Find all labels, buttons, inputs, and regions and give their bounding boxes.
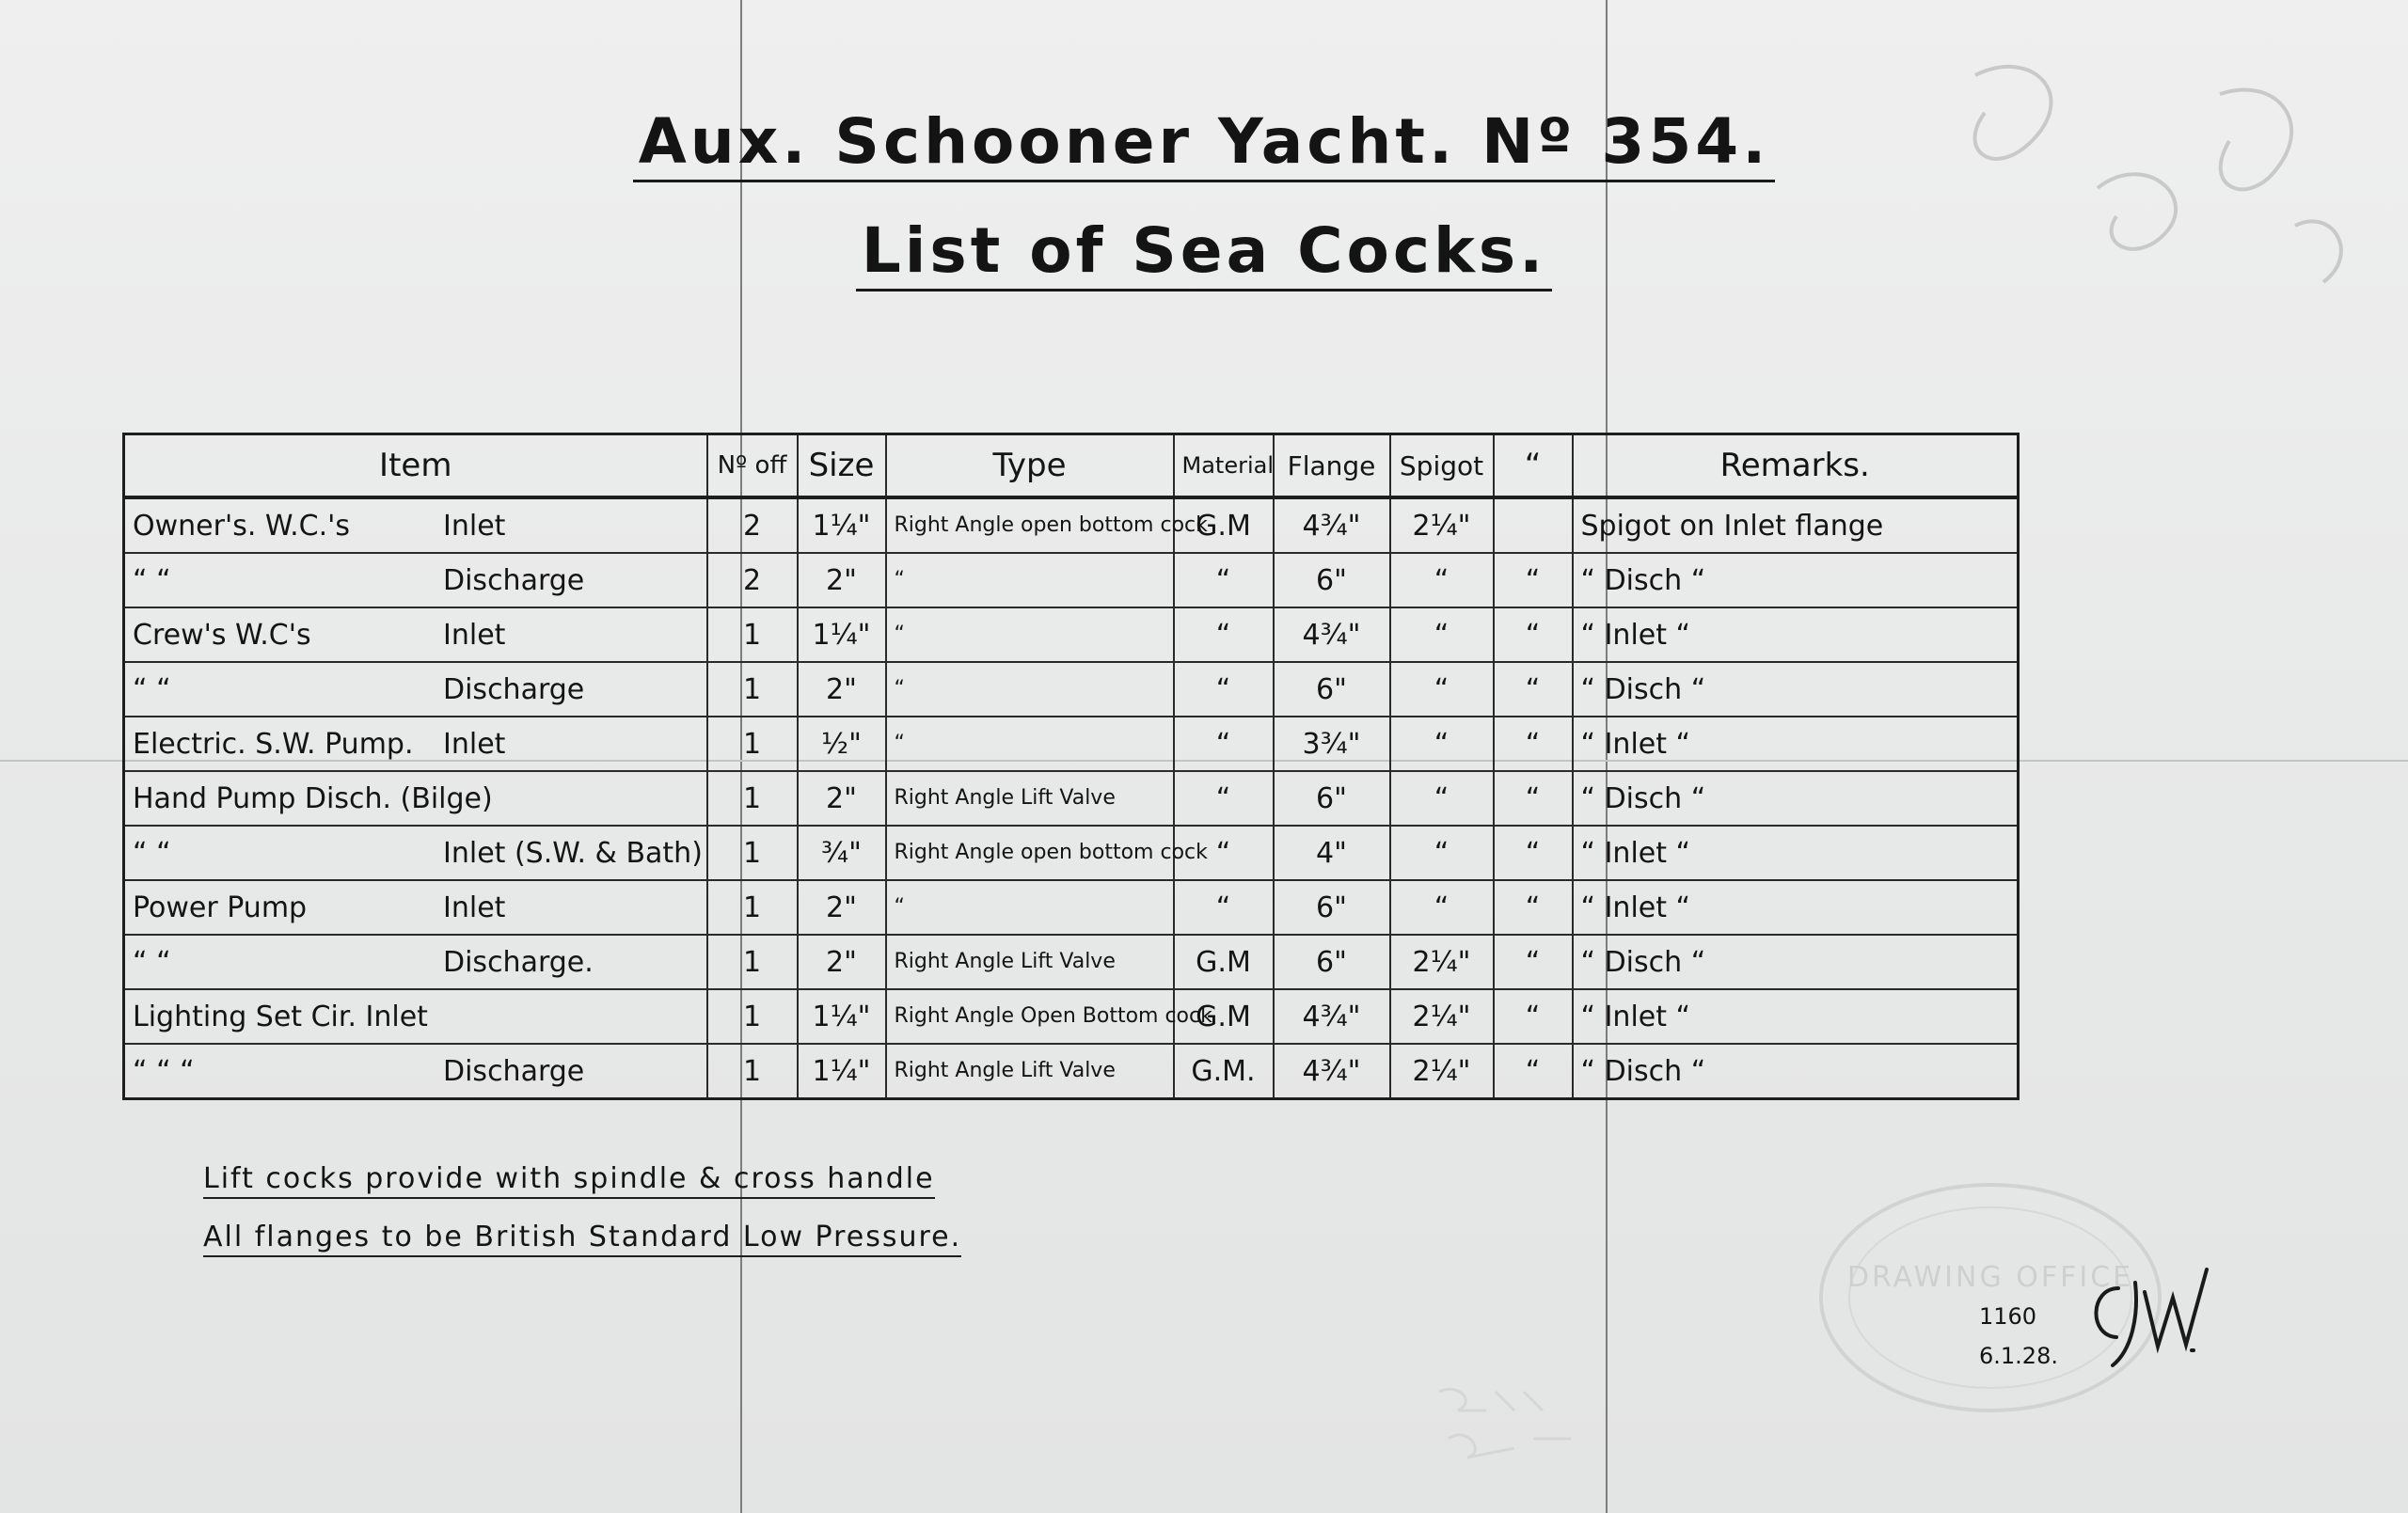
note-flanges-standard: All flanges to be British Standard Low Pressure. [203,1221,961,1257]
item-name: Owner's. W.C.'s [133,509,351,543]
table-row [124,989,2019,1044]
cell-remarks: “ Disch “ [1573,1044,2019,1099]
table-row [124,607,2019,662]
cell-spigot: “ [1390,662,1494,717]
item-name: “ “ [133,672,171,706]
cell-item [124,662,707,717]
cell-remarks: “ Inlet “ [1573,717,2019,771]
header-material: Material [1174,434,1274,498]
table-row [124,662,2019,717]
table-header-row [124,434,2019,498]
cell-spigot: “ [1390,553,1494,607]
cell-item [124,1044,707,1099]
cell-no-off: 1 [707,935,798,989]
cell-spigot: 2¼" [1390,497,1494,553]
header-type: Type [886,434,1174,498]
cell-size: 2" [798,662,886,717]
cell-item [124,553,707,607]
table-row [124,497,2019,553]
cell-flange: 4¾" [1274,1044,1390,1099]
item-function: Discharge [443,672,585,706]
cell-type: Right Angle Lift Valve [886,935,1174,989]
cell-ditto: “ [1494,1044,1573,1099]
cell-type: “ [886,553,1174,607]
cell-ditto: “ [1494,553,1573,607]
title-yacht-number: Aux. Schooner Yacht. Nº 354. [633,105,1776,182]
drawing-title [0,105,2408,178]
cell-remarks: “ Disch “ [1573,771,2019,826]
cell-ditto: “ [1494,607,1573,662]
cell-flange: 6" [1274,553,1390,607]
cell-item [124,880,707,935]
cell-remarks: “ Inlet “ [1573,826,2019,880]
cell-type: Right Angle open bottom cock [886,497,1174,553]
cell-item [124,497,707,553]
cell-item [124,935,707,989]
table-row [124,935,2019,989]
item-name: Crew's W.C's [133,618,311,652]
cell-flange: 4¾" [1274,989,1390,1044]
cell-flange: 6" [1274,771,1390,826]
cell-remarks: “ Inlet “ [1573,607,2019,662]
cell-type: “ [886,717,1174,771]
header-spigot: Spigot [1390,434,1494,498]
cell-size: 1¼" [798,989,886,1044]
cell-no-off: 1 [707,662,798,717]
cell-ditto: “ [1494,771,1573,826]
item-name: “ “ [133,945,171,979]
cell-spigot: 2¼" [1390,989,1494,1044]
item-name: Hand Pump Disch. (Bilge) [133,781,493,815]
cell-material: G.M. [1174,1044,1274,1099]
item-function: Discharge [443,1054,585,1088]
table-row [124,880,2019,935]
cell-ditto: “ [1494,989,1573,1044]
cell-material: “ [1174,880,1274,935]
cell-size: ½" [798,717,886,771]
cell-no-off: 1 [707,607,798,662]
cell-material: “ [1174,553,1274,607]
header-ditto: “ [1494,434,1573,498]
cell-remarks: “ Disch “ [1573,935,2019,989]
cell-type: “ [886,662,1174,717]
cell-ditto: “ [1494,935,1573,989]
cell-ditto: “ [1494,826,1573,880]
signature-image [2081,1260,2212,1373]
cell-no-off: 1 [707,771,798,826]
cell-remarks: “ Inlet “ [1573,989,2019,1044]
cell-item [124,771,707,826]
cell-item [124,989,707,1044]
item-name: “ “ [133,836,171,870]
cell-no-off: 2 [707,553,798,607]
cell-item [124,607,707,662]
table-body [124,497,2019,1099]
cell-type: “ [886,607,1174,662]
cell-remarks: “ Disch “ [1573,553,2019,607]
drawing-subtitle [0,214,2408,287]
item-name: Lighting Set Cir. Inlet [133,1000,428,1033]
title-list-of-sea-cocks: List of Sea Cocks. [856,214,1553,292]
cell-ditto [1494,497,1573,553]
cell-size: 1¼" [798,497,886,553]
header-flange: Flange [1274,434,1390,498]
item-name: Power Pump [133,890,308,924]
cell-remarks: “ Inlet “ [1573,880,2019,935]
cell-ditto: “ [1494,717,1573,771]
table-row [124,1044,2019,1099]
cell-spigot: “ [1390,607,1494,662]
item-function: Inlet [443,727,506,761]
cell-no-off: 2 [707,497,798,553]
cell-remarks: Spigot on Inlet flange [1573,497,2019,553]
cell-flange: 3¾" [1274,717,1390,771]
cell-no-off: 1 [707,1044,798,1099]
cell-material: “ [1174,771,1274,826]
cell-item [124,826,707,880]
cell-flange: 6" [1274,935,1390,989]
table-row [124,771,2019,826]
cell-flange: 4¾" [1274,497,1390,553]
cell-material: “ [1174,607,1274,662]
cell-material: G.M [1174,497,1274,553]
cell-type: Right Angle Lift Valve [886,1044,1174,1099]
cell-size: 2" [798,880,886,935]
cell-material: “ [1174,826,1274,880]
cell-size: 2" [798,935,886,989]
item-function: Inlet (S.W. & Bath) [443,836,703,870]
cell-material: “ [1174,662,1274,717]
cell-flange: 4" [1274,826,1390,880]
cell-item [124,717,707,771]
header-item: Item [124,434,707,498]
item-function: Inlet [443,509,506,543]
cell-type: “ [886,880,1174,935]
cell-spigot: “ [1390,771,1494,826]
header-remarks: Remarks. [1573,434,2019,498]
header-no-off: Nº off [707,434,798,498]
cell-type: Right Angle open bottom cock [886,826,1174,880]
drawing-reference-number: 1160 [1979,1303,2037,1330]
cell-no-off: 1 [707,989,798,1044]
cell-spigot: 2¼" [1390,935,1494,989]
cell-ditto: “ [1494,662,1573,717]
cell-spigot: “ [1390,717,1494,771]
cell-no-off: 1 [707,880,798,935]
cell-material: G.M [1174,935,1274,989]
table-row [124,826,2019,880]
item-function: Inlet [443,890,506,924]
cell-spigot: 2¼" [1390,1044,1494,1099]
cell-no-off: 1 [707,717,798,771]
cell-type: Right Angle Lift Valve [886,771,1174,826]
drawing-date: 6.1.28. [1979,1343,2058,1369]
cell-flange: 6" [1274,880,1390,935]
table-row [124,717,2019,771]
cell-size: 1¼" [798,607,886,662]
sea-cocks-table [122,433,2020,1100]
cell-flange: 4¾" [1274,607,1390,662]
cell-material: “ [1174,717,1274,771]
cell-no-off: 1 [707,826,798,880]
item-name: “ “ [133,563,171,597]
cell-size: ¾" [798,826,886,880]
cell-type: Right Angle Open Bottom cock [886,989,1174,1044]
cell-material: G.M [1174,989,1274,1044]
item-function: Inlet [443,618,506,652]
svg-text:DRAWING OFFICE: DRAWING OFFICE [1846,1261,2134,1294]
cell-spigot: “ [1390,826,1494,880]
item-name: Electric. S.W. Pump. [133,727,414,761]
cell-remarks: “ Disch “ [1573,662,2019,717]
pencil-archive-marks-image [1430,1373,1599,1467]
cell-size: 2" [798,553,886,607]
item-name: “ “ “ [133,1054,195,1088]
header-size: Size [798,434,886,498]
table-row [124,553,2019,607]
cell-size: 1¼" [798,1044,886,1099]
item-function: Discharge [443,563,585,597]
item-function: Discharge. [443,945,594,979]
cell-spigot: “ [1390,880,1494,935]
cell-ditto: “ [1494,880,1573,935]
note-lift-cocks: Lift cocks provide with spindle & cross handle [203,1162,935,1199]
cell-flange: 6" [1274,662,1390,717]
cell-size: 2" [798,771,886,826]
